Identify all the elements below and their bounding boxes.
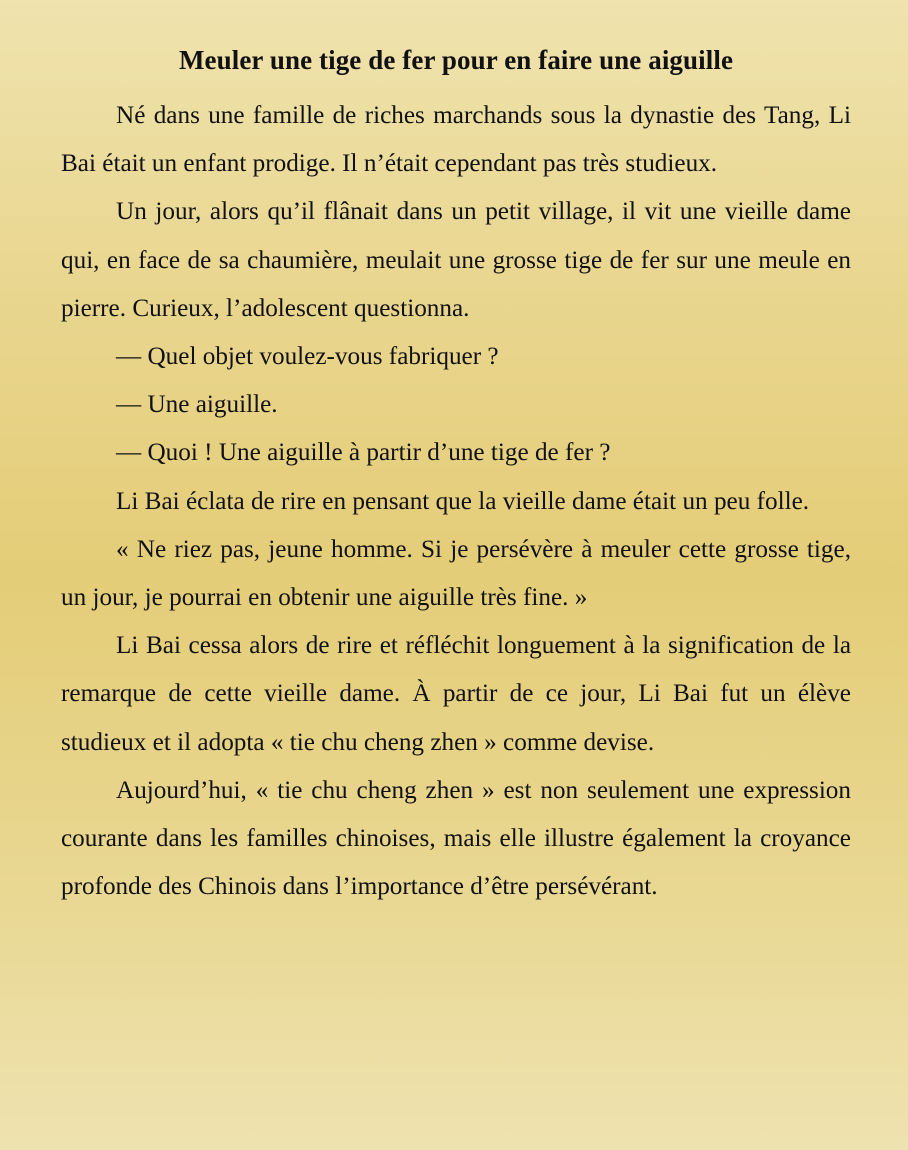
story-title: Meuler une tige de fer pour en faire une aiguille — [178, 45, 734, 75]
paragraph-reflection: Li Bai cessa alors de rire et réfléchit longuement à la signification de la remarque de cette vieille dame. À partir de ce jour, Li Bai fut un élève studieux et il adopta « tie chu cheng zhen » comme devise. — [61, 632, 851, 756]
paragraph-laughter: Li Bai éclata de rire en pensant que la vieille dame était un peu folle. — [116, 487, 810, 515]
paragraph-quote: « Ne riez pas, jeune homme. Si je persévère à meuler cette grosse tige, un jour, je pourrai en obtenir une aiguille très fine. » — [61, 535, 851, 612]
dialogue-line-answer: — Une aiguille. — [116, 391, 278, 419]
dialogue-line-surprise: — Quoi ! Une aiguille à partir d’une tige de fer ? — [116, 439, 611, 467]
paragraph-village: Un jour, alors qu’il flânait dans un petit village, il vit une vieille dame qui, en face de sa chaumière, meulait une grosse tige de fer sur une meule en pierre. Curieux, l’adolescent questionna. — [61, 198, 851, 322]
paragraph-intro: Né dans une famille de riches marchands sous la dynastie des Tang, Li Bai était un enfant prodige. Il n’était cependant pas très studieux. — [61, 102, 851, 178]
paragraph-conclusion: Aujourd’hui, « tie chu cheng zhen » est non seulement une expression courante dans les familles chinoises, mais elle illustre également la croyance profonde des Chinois dans l’importance d’être persévérant. — [61, 776, 851, 901]
dialogue-line-question: — Quel objet voulez-vous fabriquer ? — [116, 343, 499, 371]
